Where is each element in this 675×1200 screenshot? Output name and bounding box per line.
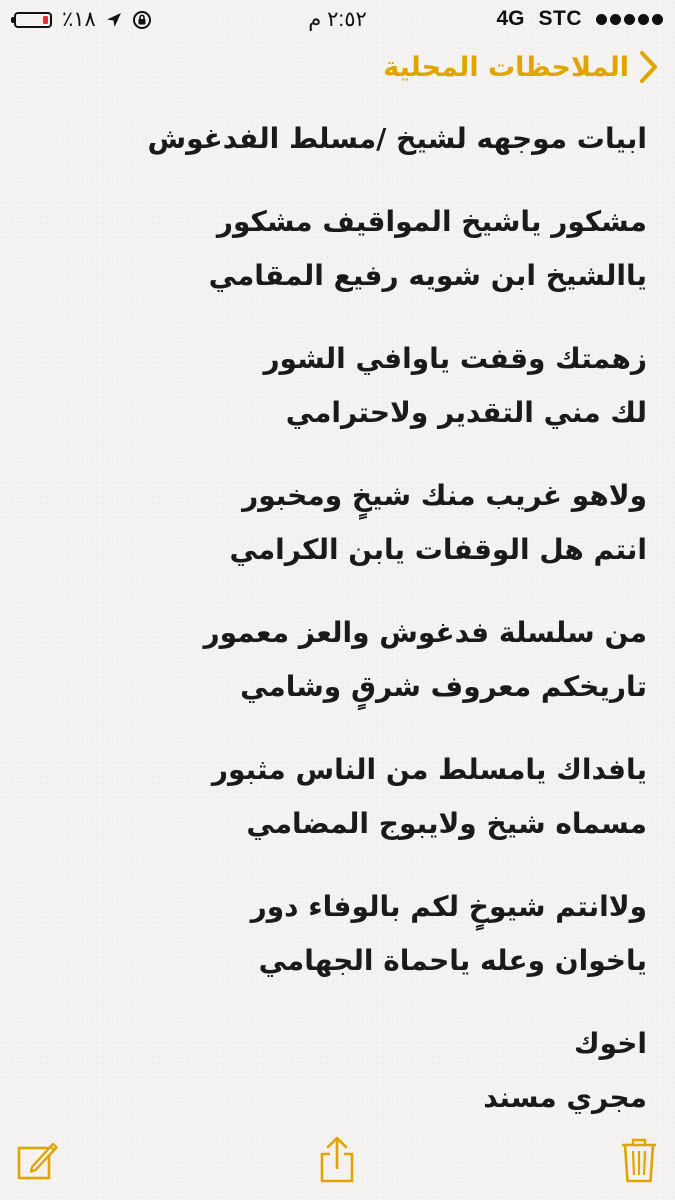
status-time: ٢:٥٢ م	[308, 8, 367, 31]
compose-button[interactable]	[16, 1138, 60, 1186]
note-line: مجري مسند	[483, 1081, 647, 1114]
back-button[interactable]	[383, 50, 659, 84]
carrier-name: STC	[538, 7, 582, 30]
note-line: تاريخكم معروف شرقٍ وشامي	[240, 670, 647, 703]
note-line: ياالشيخ ابن شويه رفيع المقامي	[208, 259, 647, 292]
signal-dots-icon	[596, 14, 663, 25]
note-line: ابيات موجهه لشيخ /مسلط الفدغوش	[147, 122, 647, 155]
chevron-right-icon	[639, 50, 659, 84]
note-body[interactable]	[40, 112, 647, 1125]
note-blank-line	[40, 851, 647, 880]
note-blank-line	[40, 714, 647, 743]
battery-percent: ٪١٨	[62, 8, 96, 31]
note-blank-line	[40, 166, 647, 195]
note-line: اخوك	[574, 1027, 647, 1060]
back-button-label: الملاحظات المحلية	[383, 51, 629, 83]
bottom-toolbar	[0, 1120, 675, 1200]
note-line: يافداك يامسلط من الناس مثبور	[211, 753, 647, 786]
note-line: مسماه شيخ ولايبوج المضامي	[246, 807, 647, 840]
note-blank-line	[40, 303, 647, 332]
note-blank-line	[40, 988, 647, 1017]
status-bar-right	[496, 7, 663, 31]
status-bar	[0, 0, 675, 38]
note-line: زهمتك وقفت ياوافي الشور	[263, 342, 647, 375]
note-blank-line	[40, 577, 647, 606]
note-line: ولاهو غريب منك شيخٍ ومخبور	[242, 479, 647, 512]
network-type: 4G	[496, 7, 525, 30]
note-line: ياخوان وعله ياحماة الجهامي	[258, 944, 647, 977]
note-line: ولاانتم شيوخٍ لكم بالوفاء دور	[250, 890, 647, 923]
compose-icon	[16, 1138, 60, 1186]
note-line: انتم هل الوقفات يابن الكرامي	[229, 533, 647, 566]
trash-button[interactable]	[617, 1138, 661, 1186]
note-line: لك مني التقدير ولاحترامي	[285, 396, 647, 429]
share-icon	[317, 1136, 357, 1188]
trash-icon	[619, 1136, 659, 1188]
note-line: مشكور ياشيخ المواقيف مشكور	[216, 205, 647, 238]
share-button[interactable]	[315, 1138, 359, 1186]
note-blank-line	[40, 440, 647, 469]
note-line: من سلسلة فدغوش والعز معمور	[203, 616, 647, 649]
